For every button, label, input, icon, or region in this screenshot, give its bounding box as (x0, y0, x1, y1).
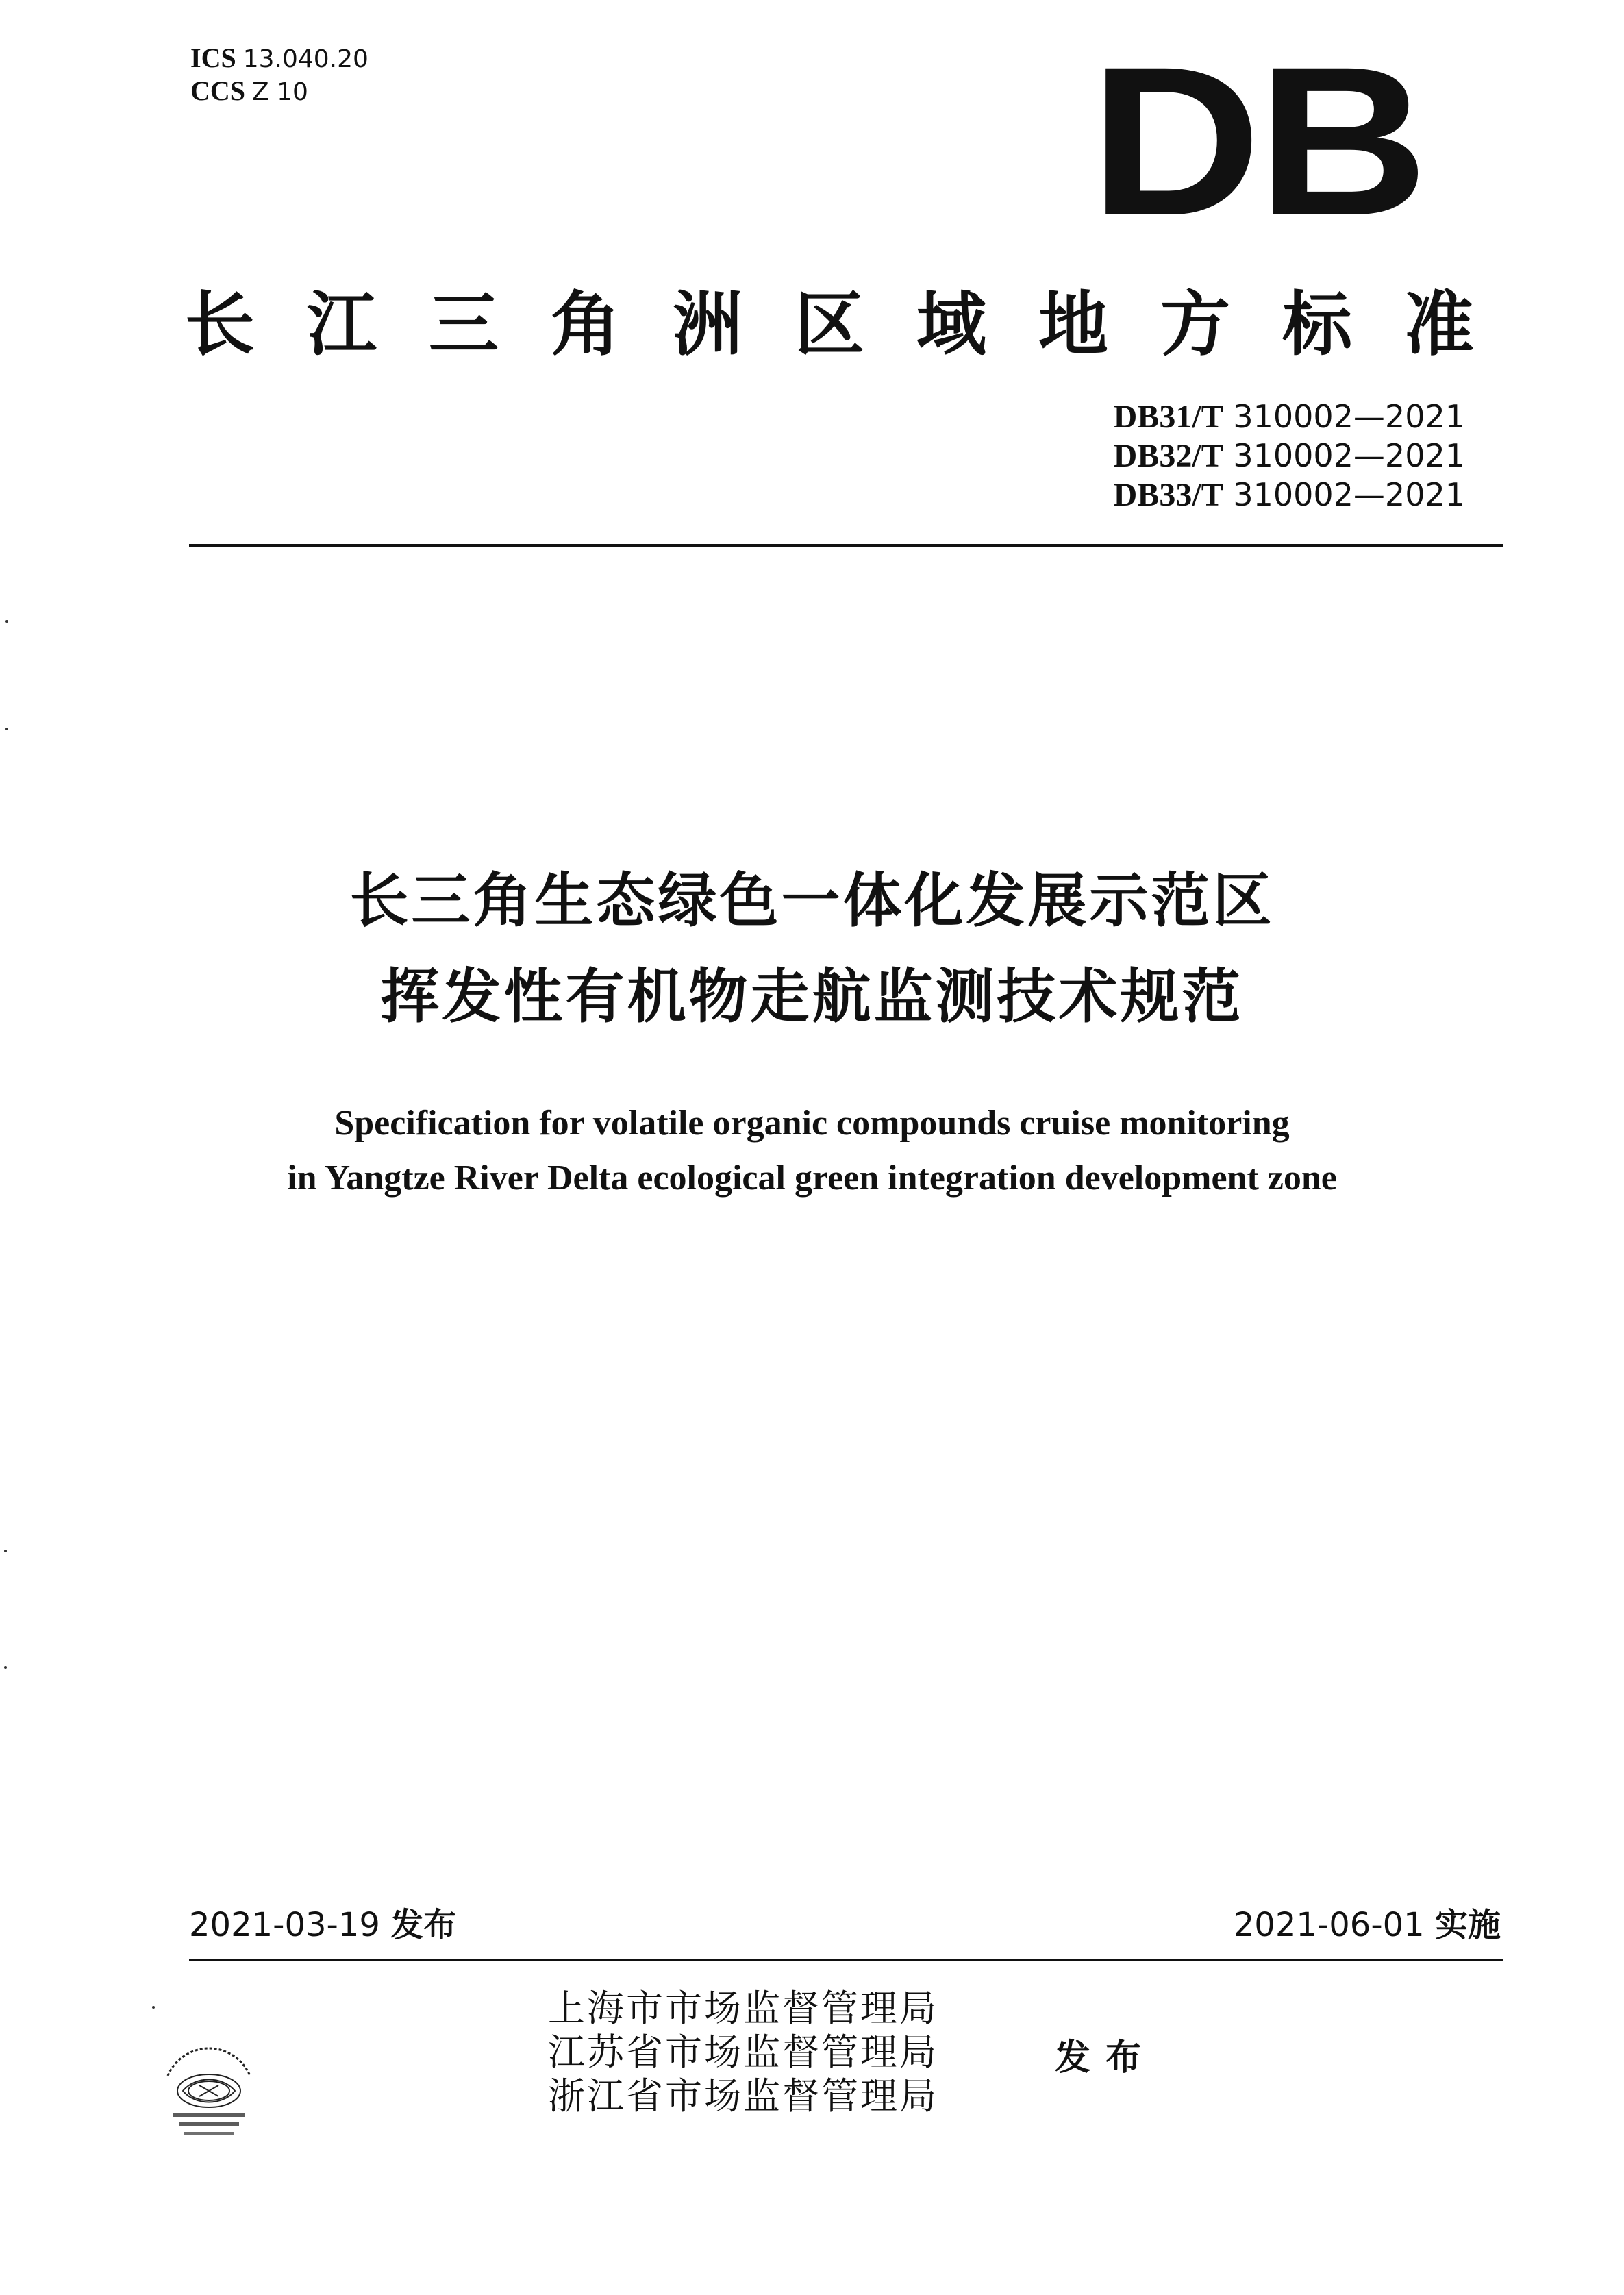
issuer-shanghai: 上海市市场监督管理局 (548, 1987, 938, 2030)
header-divider (189, 544, 1503, 547)
scan-speck (152, 2006, 155, 2009)
implement-date (1234, 1905, 1501, 1946)
standard-number-3 (1114, 475, 1465, 514)
issuer-jiangsu: 江苏省市场监督管理局 (548, 2031, 938, 2074)
ics-code (190, 42, 368, 75)
scan-speck (4, 1550, 7, 1552)
standard-number-prefix: DB31/T (1113, 399, 1223, 435)
title-chinese (0, 853, 1624, 1045)
title-english-line1: Specification for volatile organic compounds cruise monitoring (334, 1104, 1290, 1143)
seal-icon (140, 2028, 277, 2165)
title-chinese-line2: 挥发性有机物走航监测技术规范 (380, 963, 1244, 1031)
issue-word: 发布 (1055, 2037, 1157, 2079)
title-english (0, 1096, 1624, 1206)
publish-date (189, 1905, 456, 1946)
ccs-value: Z 10 (252, 78, 308, 106)
implement-date-label: 实施 (1434, 1906, 1501, 1944)
db-logo: DB (1089, 22, 1425, 260)
ics-value: 13.040.20 (242, 45, 368, 73)
scan-speck (4, 1666, 7, 1669)
ics-label: ICS (190, 42, 236, 73)
standard-number-1 (1114, 397, 1465, 436)
issuer-zhejiang: 浙江省市场监督管理局 (548, 2074, 938, 2118)
standard-number-prefix: DB33/T (1113, 477, 1223, 513)
footer-divider (189, 1959, 1503, 1961)
standard-number-value: 310002—2021 (1233, 437, 1465, 474)
ccs-code (190, 75, 368, 108)
classification-codes (190, 42, 368, 108)
title-english-line2: in Yangtze River Delta ecological green integration development zone (287, 1158, 1337, 1198)
scan-speck (5, 728, 8, 730)
standard-number-2 (1114, 436, 1465, 475)
scan-speck (5, 620, 8, 623)
standard-number-prefix: DB32/T (1113, 438, 1223, 474)
issuing-authorities (548, 1987, 938, 2118)
standard-number-value: 310002—2021 (1233, 476, 1465, 513)
publish-date-value: 2021-03-19 (189, 1906, 380, 1944)
implement-date-value: 2021-06-01 (1233, 1906, 1425, 1944)
standard-type-title: 长江三角洲区域地方标准 (185, 284, 1526, 366)
standard-numbers (1114, 397, 1465, 514)
publish-date-label: 发布 (390, 1906, 457, 1944)
standard-number-value: 310002—2021 (1233, 398, 1465, 435)
ccs-label: CCS (190, 75, 246, 106)
title-chinese-line1: 长三角生态绿色一体化发展示范区 (349, 867, 1275, 935)
